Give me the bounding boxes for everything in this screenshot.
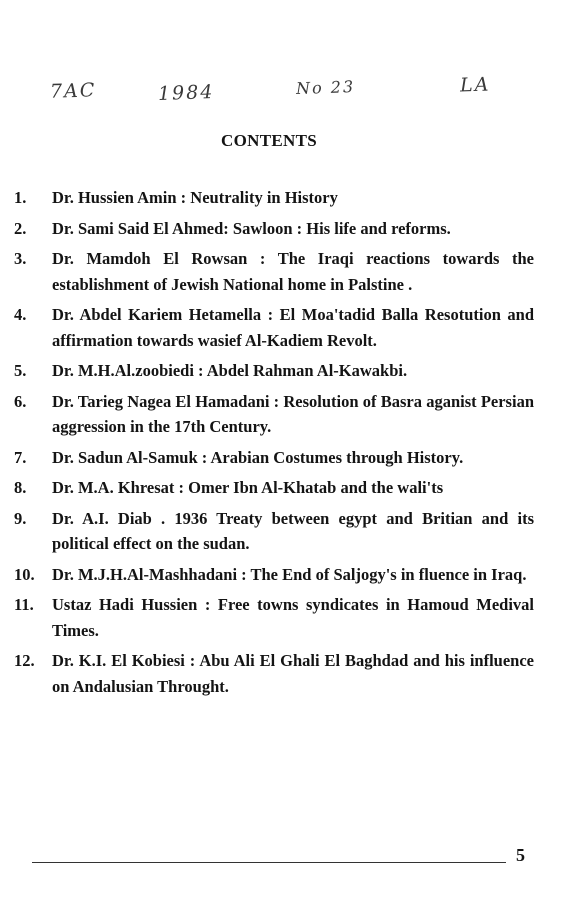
item-number: 7.: [14, 447, 27, 467]
item-number: 9.: [14, 508, 27, 528]
item-number: 10.: [14, 564, 35, 584]
footer-divider: [32, 862, 506, 863]
item-text: Dr. Sami Said El Ahmed: Sawloon : His life and reforms.: [52, 218, 451, 238]
item-text: Dr. Abdel Kariem Hetamella : El Moa'tadid Balla Resotution and affirmation towards wasief Al-Kadiem Revolt.: [52, 305, 534, 350]
page-title: CONTENTS: [221, 131, 317, 150]
item-text: Dr. Hussien Amin : Neutrality in History: [52, 188, 338, 207]
item-number: 11.: [14, 595, 34, 614]
item-number: 2.: [14, 218, 27, 238]
contents-item: [14, 562, 534, 588]
item-number: 5.: [14, 361, 27, 380]
item-number: 3.: [14, 249, 27, 268]
handwritten-annotation: [0, 68, 578, 118]
item-text: Dr. Mamdoh El Rowsan : The Iraqi reactions towards the establishment of Jewish National home in Palstine .: [52, 249, 534, 294]
item-text: Dr. M.H.Al.zoobiedi : Abdel Rahman Al-Kawakbi.: [52, 361, 408, 380]
item-text: Ustaz Hadi Hussien : Free towns syndicates in Hamoud Medival Times.: [52, 595, 534, 640]
item-text: Dr. A.I. Diab . 1936 Treaty between egypt and Britian and its political effect on the sudan.: [52, 508, 534, 553]
item-number: 8.: [14, 478, 27, 497]
item-text: Dr. M.A. Khresat : Omer Ibn Al-Khatab and the wali'ts: [52, 478, 444, 497]
handwritten-note-initials: LA: [459, 73, 491, 97]
contents-item: [14, 216, 534, 242]
contents-item: [14, 358, 534, 384]
contents-item: [14, 185, 534, 211]
item-text: Dr. Sadun Al-Samuk : Arabian Costumes through History.: [52, 447, 464, 467]
contents-item: [14, 445, 534, 471]
contents-item: [14, 389, 534, 440]
handwritten-note-issue: No 23: [295, 76, 356, 99]
handwritten-note-code: 7AC: [49, 79, 97, 103]
contents-item: [14, 302, 534, 353]
item-number: 4.: [14, 305, 27, 324]
contents-item: [14, 475, 534, 501]
contents-item: [14, 246, 534, 297]
item-text: Dr. K.I. El Kobiesi : Abu Ali El Ghali El Baghdad and his influence on Andalusian Throught.: [52, 651, 534, 696]
item-number: 6.: [14, 391, 27, 411]
page-number: 5: [516, 845, 525, 865]
contents-list: [14, 185, 534, 704]
item-number: 12.: [14, 651, 35, 670]
contents-item: [14, 506, 534, 557]
item-text: Dr. M.J.H.Al-Mashhadani : The End of Saljogy's in fluence in Iraq.: [52, 564, 527, 584]
handwritten-note-year: 1984: [157, 81, 215, 105]
contents-item: [14, 648, 534, 699]
item-text: Dr. Tarieg Nagea El Hamadani : Resolution of Basra aganist Persian aggression in the 17th Century.: [52, 391, 534, 436]
item-number: 1.: [14, 188, 27, 207]
contents-item: [14, 592, 534, 643]
